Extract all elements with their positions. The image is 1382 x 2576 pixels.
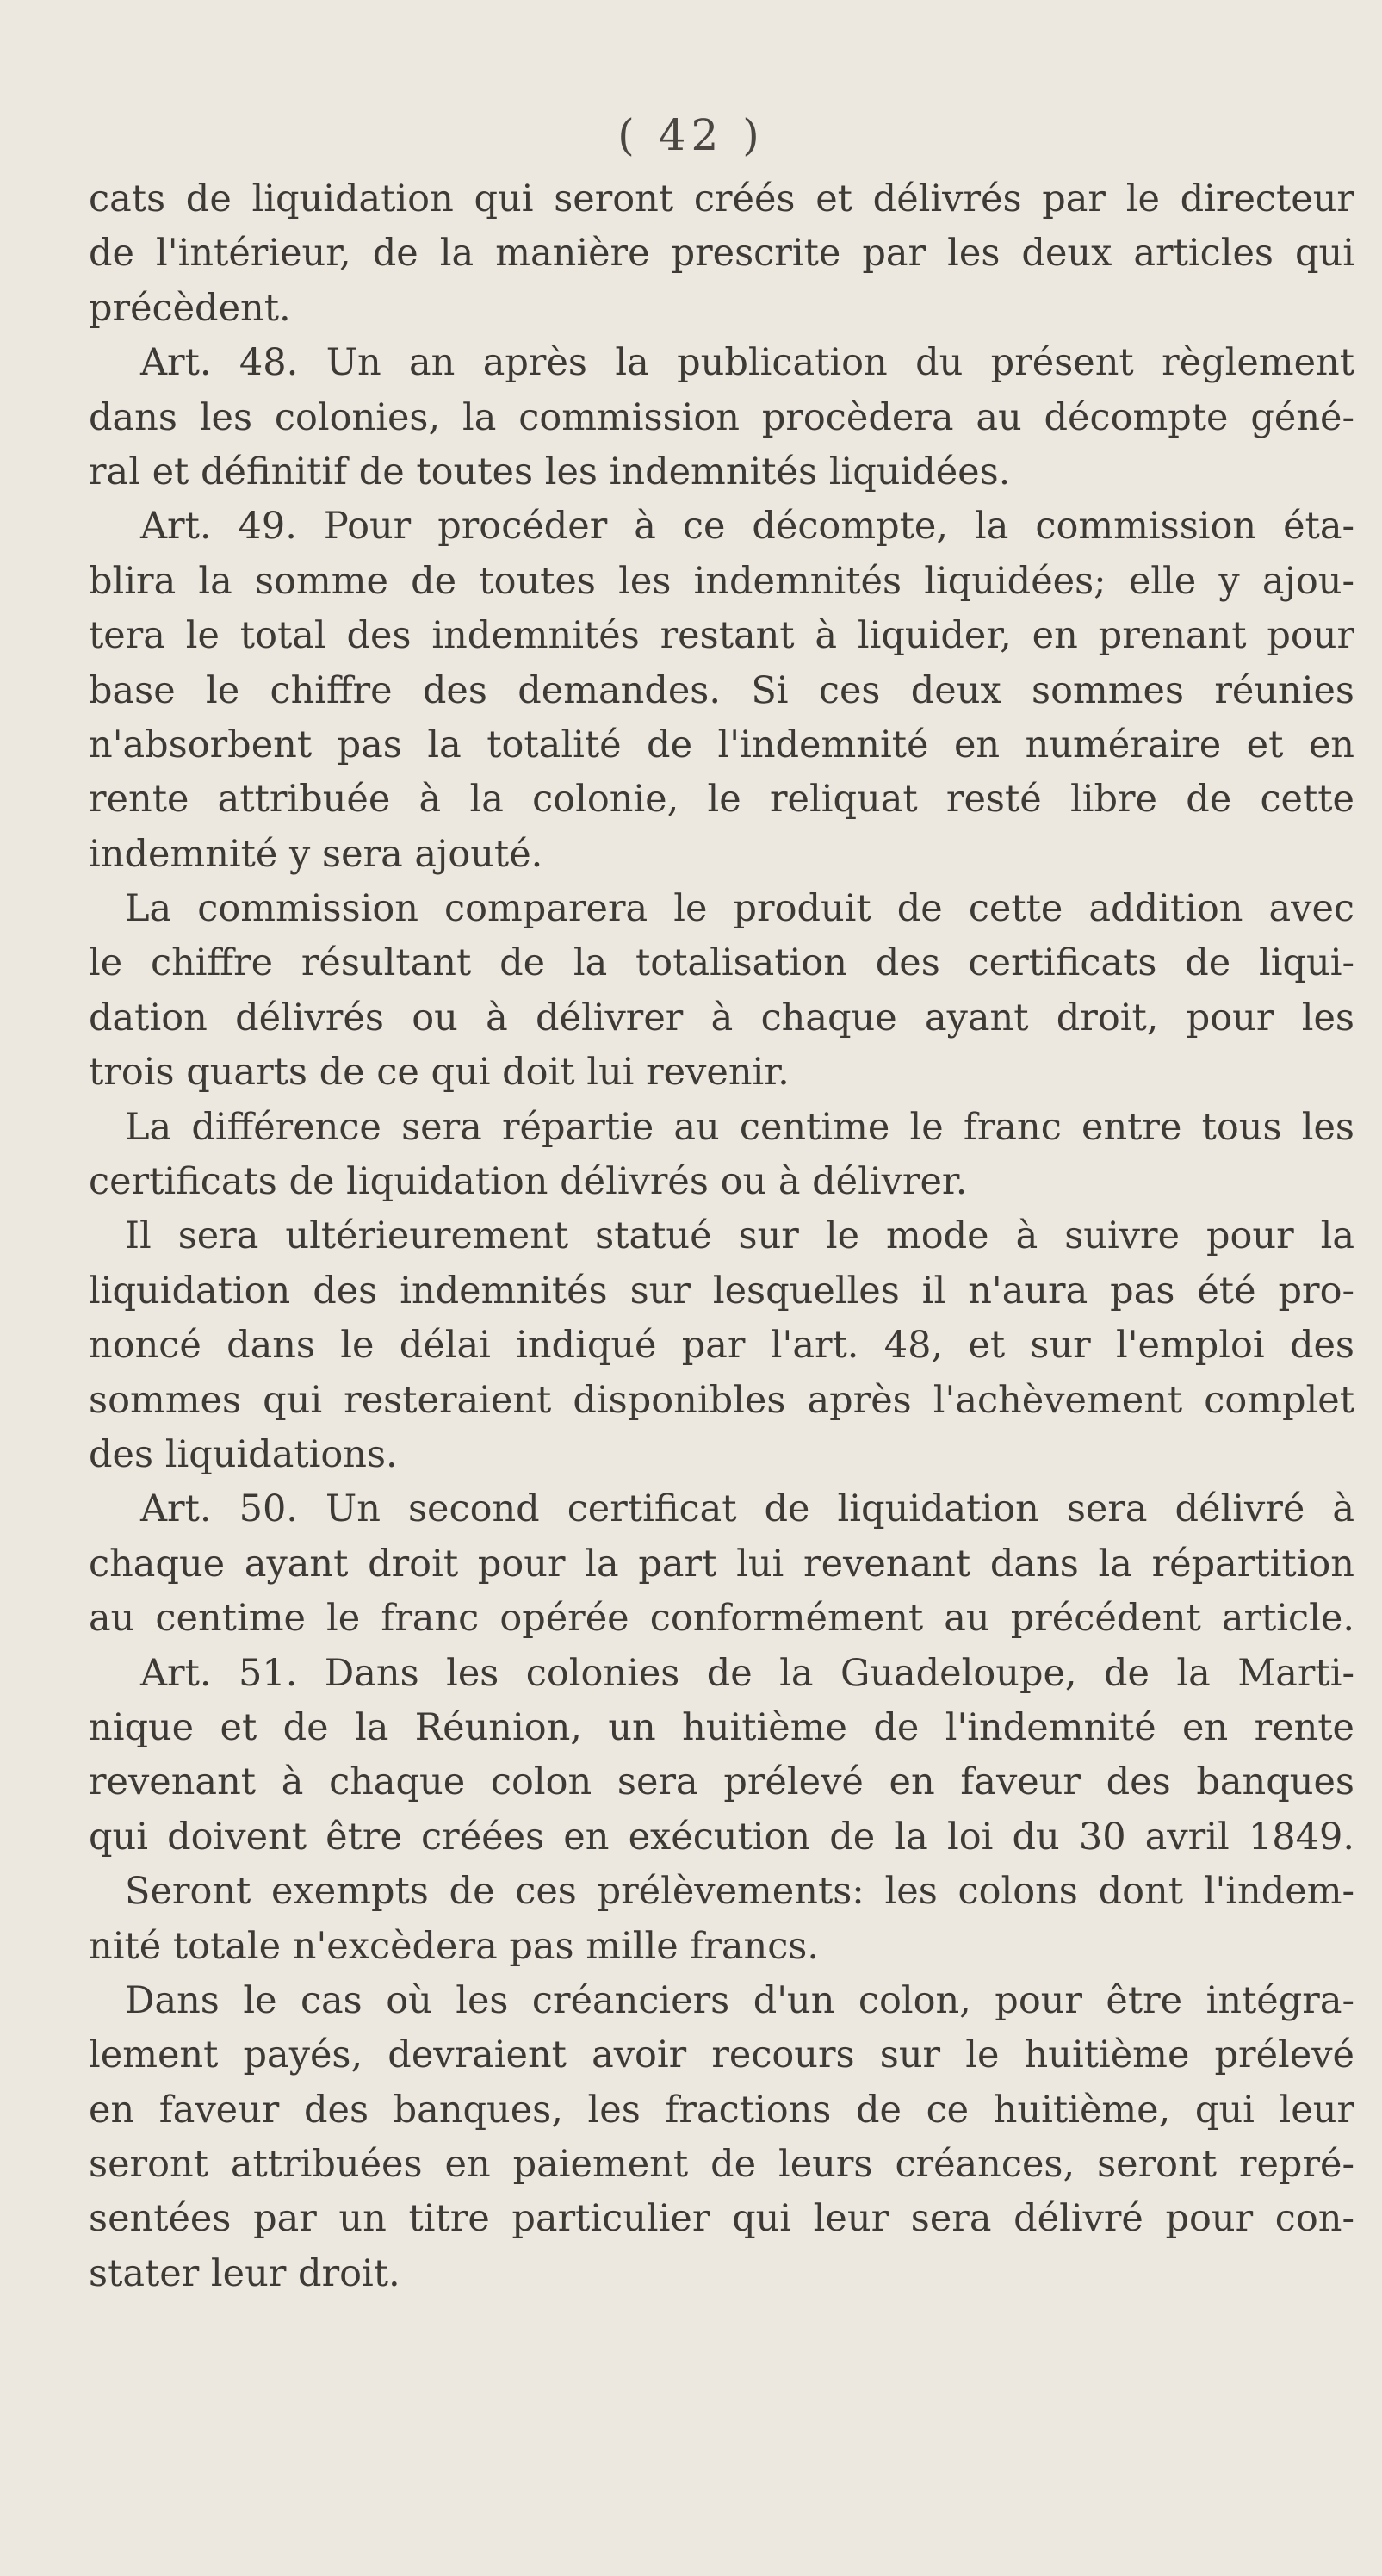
text-line: indemnité y sera ajouté. [89, 832, 543, 876]
text-line: tera le total des indemnités restant à liquider, en prenant pour [89, 614, 1354, 658]
paragraph-start: Il sera ultérieurement statué sur le mode à suivre pour la [125, 1214, 1354, 1258]
text-line: stater leur droit. [89, 2251, 400, 2295]
text-line: lement payés, devraient avoir recours sur le huitième prélevé [89, 2033, 1354, 2077]
text-line: revenant à chaque colon sera prélevé en faveur des banques [89, 1760, 1354, 1804]
text-line: dans les colonies, la commission procèdera au décompte géné- [89, 395, 1354, 439]
text-line: base le chiffre des demandes. Si ces deux sommes réunies [89, 668, 1354, 712]
article-51-start: Art. 51. Dans les colonies de la Guadeloupe, de la Marti- [140, 1651, 1354, 1695]
text-line: des liquidations. [89, 1432, 398, 1476]
text-line: blira la somme de toutes les indemnités liquidées; elle y ajou- [89, 559, 1354, 603]
text-line: certificats de liquidation délivrés ou à délivrer. [89, 1160, 968, 1204]
text-line: précèdent. [89, 286, 291, 330]
text-line: noncé dans le délai indiqué par l'art. 48, et sur l'emploi des [89, 1324, 1354, 1368]
text-line: au centime le franc opérée conformément au précédent article. [89, 1597, 1354, 1641]
paragraph-start: Dans le cas où les créanciers d'un colon, pour être intégra- [125, 1978, 1354, 2022]
text-line: nité totale n'excèdera pas mille francs. [89, 1924, 820, 1968]
page-number: ( 42 ) [617, 110, 765, 160]
text-line: de l'intérieur, de la manière prescrite par les deux articles qui [89, 232, 1354, 276]
paragraph-start: La commission comparera le produit de cette addition avec [125, 887, 1354, 931]
text-line: qui doivent être créées en exécution de la loi du 30 avril 1849. [89, 1815, 1354, 1859]
text-line: sommes qui resteraient disponibles après l'achèvement complet [89, 1378, 1354, 1422]
paragraph-start: Seront exempts de ces prélèvements: les colons dont l'indem- [125, 1870, 1354, 1914]
text-line: rente attribuée à la colonie, le reliquat resté libre de cette [89, 778, 1354, 822]
text-line: en faveur des banques, les fractions de ce huitième, qui leur [89, 2088, 1354, 2132]
text-line: sentées par un titre particulier qui leur sera délivré pour con- [89, 2197, 1354, 2241]
article-50-start: Art. 50. Un second certificat de liquidation sera délivré à [140, 1487, 1354, 1531]
text-line: ral et définitif de toutes les indemnités liquidées. [89, 450, 1011, 493]
text-line: nique et de la Réunion, un huitième de l'indemnité en rente [89, 1705, 1354, 1749]
text-line: le chiffre résultant de la totalisation des certificats de liqui- [89, 941, 1354, 985]
text-line: liquidation des indemnités sur lesquelles il n'aura pas été pro- [89, 1269, 1354, 1313]
article-48-start: Art. 48. Un an après la publication du présent règlement [140, 341, 1354, 385]
text-line: cats de liquidation qui seront créés et délivrés par le directeur [89, 177, 1354, 220]
text-line: n'absorbent pas la totalité de l'indemnité en numéraire et en [89, 723, 1354, 767]
body-text [89, 172, 1354, 2301]
text-line: dation délivrés ou à délivrer à chaque ayant droit, pour les [89, 996, 1354, 1040]
article-49-start: Art. 49. Pour procéder à ce décompte, la commission éta- [140, 505, 1354, 549]
text-line: chaque ayant droit pour la part lui revenant dans la répartition [89, 1542, 1354, 1586]
text-line: trois quarts de ce qui doit lui revenir. [89, 1051, 790, 1095]
text-line: seront attribuées en paiement de leurs créances, seront repré- [89, 2143, 1354, 2187]
paragraph-start: La différence sera répartie au centime le franc entre tous les [125, 1105, 1354, 1149]
